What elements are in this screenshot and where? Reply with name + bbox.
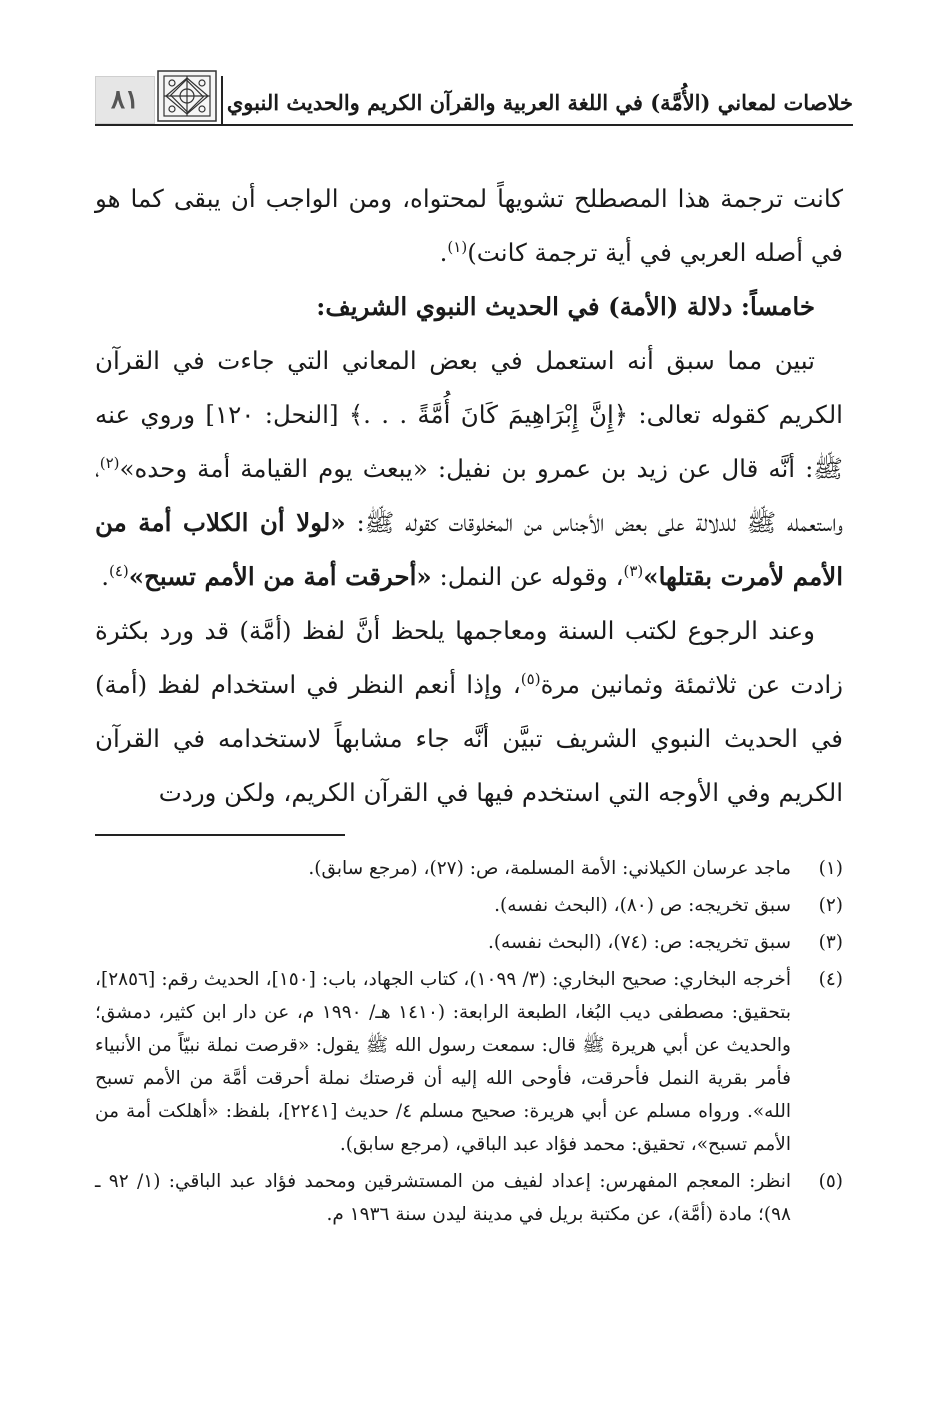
paragraph-1-end: . [439,238,448,267]
paragraph-3-part-b: ، وإذا أنعم النظر في استخدام لفظ (أمة) في الحديث النبوي الشريف تبيَّن أنَّه جاء مشابهاً لاستخدامه في القرآن الكريم وفي الأوجه التي استخدم فيها في القرآن الكريم، ولكن وردت [95,670,843,807]
main-text [95,172,843,820]
hadith-quote-dogs: «لولا أن الكلاب أمة من الأمم لأمرت بقتلها» [95,508,843,591]
footnote-ref-3: (٣) [623,562,644,580]
page-header [95,68,853,130]
footnote-number: (٥) [818,1171,843,1192]
paragraph-2-part-c: ، وقوله عن النمل: [439,562,624,591]
footnote [95,963,843,1161]
footnote-number: (١) [818,858,843,879]
footnote-ref-4: (٤) [109,562,129,580]
paragraph-1 [95,172,843,280]
footnote [95,926,843,959]
paragraph-1-text: كانت ترجمة هذا المصطلح تشويهاً لمحتواه، ومن الواجب أن يبقى كما هو في أصله العربي في أية ترجمة كانت) [95,184,843,267]
footnote-number: (٤) [818,969,843,990]
paragraph-2 [95,334,843,604]
page-number: ٨١ [95,76,155,124]
ornament-icon [157,70,217,122]
footnote-text: سبق تخريجه: ص: (٧٤)، (البحث نفسه). [487,932,791,953]
hadith-quote-ants: «أحرقت أمة من الأمم تسبح» [128,562,432,591]
footnote-number: (٢) [818,895,843,916]
footnote-separator [95,834,345,836]
paragraph-2-end: . [101,562,109,591]
paragraph-3-part-a: وعند الرجوع لكتب السنة ومعاجمها يلحظ أنَّ لفظ (أمَّة) قد ورد بكثرة زادت عن ثلاثمئة وثمانين مرة [95,616,843,699]
footnote [95,889,843,922]
footnote-text: سبق تخريجه: ص (٨٠)، (البحث نفسه). [494,895,791,916]
footnotes [95,852,843,1235]
footnote-text: ماجد عرسان الكيلاني: الأمة المسلمة، ص: (٢٧)، (مرجع سابق). [308,858,791,879]
header-rule [95,124,853,126]
section-heading: خامساً: دلالة (الأمة) في الحديث النبوي الشريف: [316,292,815,321]
footnote-text: أخرجه البخاري: صحيح البخاري: (٣/ ١٠٩٩)، كتاب الجهاد، باب: [١٥٠]، الحديث رقم: [٢٨٥٦]، بتحقيق: مصطفى ديب البُغا، الطبعة الرابعة: (١٤١٠ هـ/ ١٩٩٠ م، عن دار ابن كثير، دمشق؛ والحديث عن أبي هريرة ﷺ قال: سمعت رسول الله ﷺ يقول: «قرصت نملة نبيّاً من الأنبياء فأمر بقرية النمل فأحرقت، فأوحى الله إليه أن قرصتك نملة أحرقت أمَّة من الأمم تسبح الله». ورواه مسلم عن أبي هريرة: صحيح مسلم ٤/ حديث [٢٢٤١]، بلفظ: «أهلكت أمة من الأمم تسبح»، تحقيق: محمد فؤاد عبد الباقي، (مرجع سابق). [95,969,791,1155]
header-separator [221,76,223,126]
paragraph-2-part-b: ، واستعمله ﷺ للدلالة على بعض الأجناس من المخلوقات كقوله ﷺ: [95,454,843,537]
footnote-number: (٣) [818,932,843,953]
footnote-ref-2: (٢) [99,454,120,472]
paragraph-2-part-a: تبين مما سبق أنه استعمل في بعض المعاني التي جاءت في القرآن الكريم كقوله تعالى: ﴿إِنَّ إِبْرَاهِيمَ كَانَ أُمَّةً . . .﴾ [النحل: ١٢٠] وروي عنه ﷺ: أنَّه قال عن زيد بن عمرو بن نفيل: «يبعث يوم القيامة أمة وحده» [95,346,843,483]
running-title: خلاصات لمعاني (الأُمَّة) في اللغة العربية والقرآن الكريم والحديث النبوي [226,90,853,115]
paragraph-3 [95,604,843,820]
footnote [95,852,843,885]
footnote [95,1165,843,1231]
footnote-ref-5: (٥) [520,670,541,688]
footnote-text: انظر: المعجم المفهرس: إعداد لفيف من المستشرقين ومحمد فؤاد عبد الباقي: (١/ ٩٢ ـ ٩٨)؛ مادة (أمَّة)، عن مكتبة بريل في مدينة ليدن سنة ١٩٣٦ م. [95,1171,791,1225]
footnote-ref-1: (١) [447,238,468,256]
